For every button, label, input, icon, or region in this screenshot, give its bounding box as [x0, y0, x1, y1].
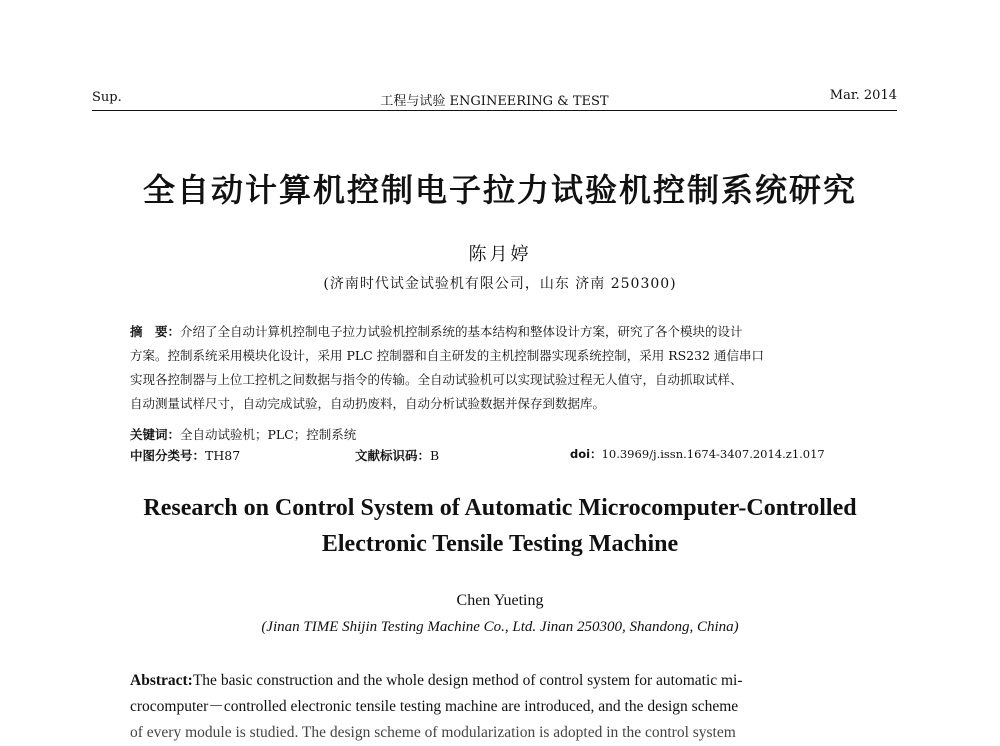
document-code: 文献标识码：B — [355, 448, 440, 463]
en-affiliation: (Jinan TIME Shijin Testing Machine Co., Ltd. Jinan 250300, Shandong, China) — [261, 619, 739, 635]
cn-abstract — [130, 320, 890, 416]
cn-abstract-line: 摘 要：介绍了全自动计算机控制电子拉力试验机控制系统的基本结构和整体设计方案，研究了各个模块的设计 — [130, 324, 743, 339]
header-supplement: Sup. — [92, 90, 122, 105]
classification-row — [130, 446, 890, 466]
en-author: Chen Yueting — [456, 592, 544, 609]
en-abstract-line: crocomputer－controlled electronic tensile testing machine are introduced, and the design scheme — [130, 698, 739, 715]
header-rule — [92, 110, 897, 111]
cn-abstract-label: 摘 要： — [130, 324, 181, 339]
cn-author: 陈月婷 — [468, 244, 532, 265]
header-date: Mar. 2014 — [829, 88, 897, 103]
keywords-value: 全自动试验机；PLC；控制系统 — [180, 427, 357, 442]
cn-title: 全自动计算机控制电子拉力试验机控制系统研究 — [142, 171, 857, 209]
cn-abstract-line: 方案。控制系统采用模块化设计，采用 PLC 控制器和自主研发的主机控制器实现系统控制，采用 RS232 通信串口 — [130, 348, 765, 363]
header-journal: 工程与试验 ENGINEERING & TEST — [380, 94, 609, 109]
en-title: Research on Control System of Automatic Microcomputer-Controlled Electronic Tensile Testing Machine — [143, 495, 857, 557]
cn-affiliation: (济南时代试金试验机有限公司，山东 济南 250300) — [323, 276, 677, 292]
keywords-label: 关键词： — [130, 427, 181, 442]
en-abstract-line: of every module is studied. The design scheme of modularization is adopted in the control system — [130, 724, 736, 741]
en-abstract-line: Abstract:The basic construction and the whole design method of control system for automatic mi- — [130, 672, 743, 689]
class-number: 中图分类号：TH87 — [130, 448, 241, 463]
running-header — [92, 88, 897, 108]
cn-abstract-line: 自动测量试样尺寸，自动完成试验，自动扔废料，自动分析试验数据并保存到数据库。 — [130, 396, 606, 411]
cn-keywords — [130, 425, 356, 443]
cn-abstract-line: 实现各控制器与上位工控机之间数据与指令的传输。全自动试验机可以实现试验过程无人值守，自动抓取试样、 — [130, 372, 743, 387]
en-abstract-label: Abstract: — [130, 672, 193, 689]
doi: doi：10.3969/j.issn.1674-3407.2014.z1.017 — [570, 447, 825, 461]
en-abstract — [130, 668, 890, 746]
